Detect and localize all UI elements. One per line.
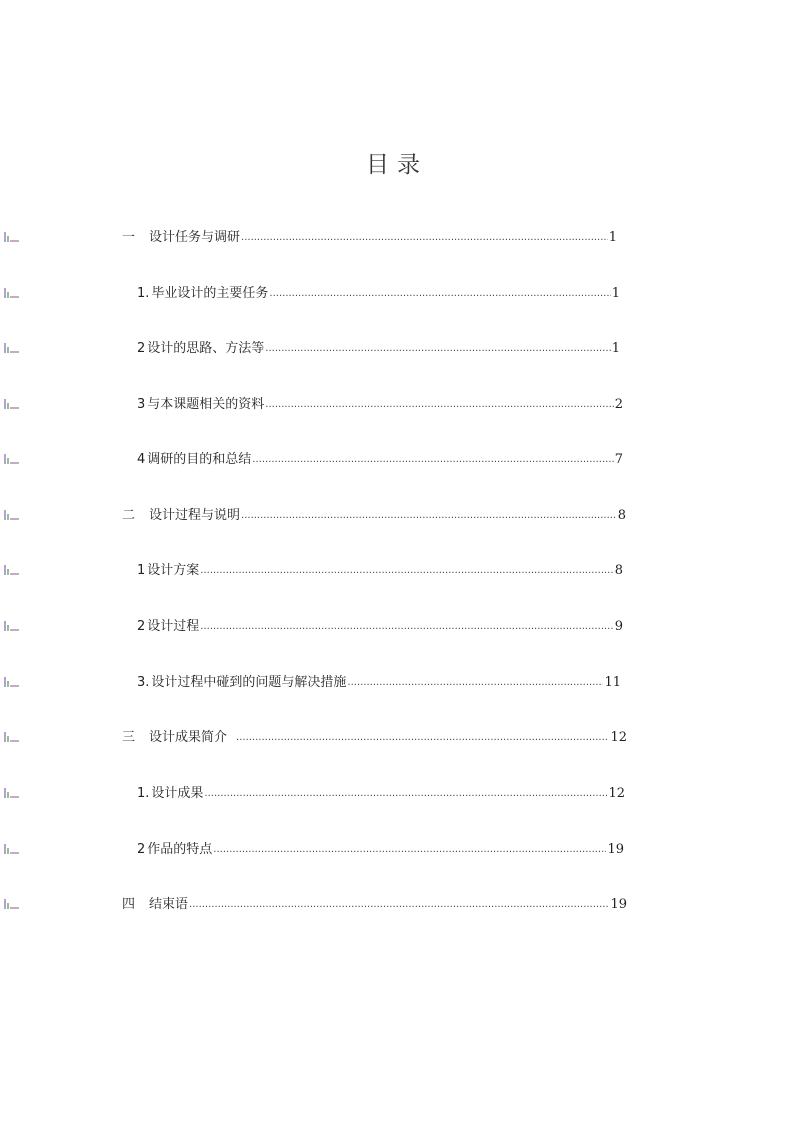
- toc-entry-page: 1: [611, 286, 620, 301]
- toc-entry-number: 2: [137, 619, 146, 634]
- toc-leader: [200, 566, 613, 576]
- toc-leader: [204, 789, 607, 799]
- toc-leader: [241, 233, 608, 243]
- toc-entry-number: 2: [137, 842, 146, 857]
- toc-entry-number: 4: [137, 452, 146, 467]
- toc-entry-page: 11: [604, 675, 621, 690]
- toc-entry[interactable]: [137, 836, 624, 858]
- toc-entry-title: 与本课题相关的资料: [147, 397, 265, 412]
- toc-entry-title: 设计任务与调研: [149, 230, 241, 245]
- margin-marker: [4, 397, 20, 409]
- margin-marker: [4, 842, 20, 854]
- toc-entry-title: 设计成果简介: [149, 730, 228, 745]
- toc-entry-page: 12: [608, 786, 625, 801]
- toc-entry-number: 1: [137, 563, 146, 578]
- toc-entry-number: 3: [137, 397, 146, 412]
- toc-entry-page: 8: [614, 563, 623, 578]
- toc-leader: [213, 845, 606, 855]
- toc-entry[interactable]: [137, 669, 621, 691]
- toc-entry-title: 设计过程: [147, 619, 200, 634]
- margin-marker: [4, 730, 20, 742]
- toc-entry[interactable]: [122, 502, 626, 524]
- toc-entry-number: 1.: [137, 786, 150, 801]
- toc-entry-title: 设计的思路、方法等: [147, 341, 265, 356]
- page-title: 目录: [366, 152, 428, 178]
- toc-entry[interactable]: [137, 780, 625, 802]
- toc-leader: [269, 289, 610, 299]
- toc-entry-title: 作品的特点: [147, 842, 213, 857]
- toc-entry-number: 四: [122, 897, 136, 912]
- toc-entry[interactable]: [122, 724, 627, 746]
- toc-leader: [265, 400, 613, 410]
- toc-leader: [347, 678, 603, 688]
- toc-entry-page: 19: [607, 842, 624, 857]
- toc-entry-title: 调研的目的和总结: [147, 452, 252, 467]
- toc-leader: [236, 733, 609, 743]
- toc-entry-page: 8: [617, 508, 626, 523]
- toc-entry-page: 9: [614, 619, 623, 634]
- toc-entry-title: 毕业设计的主要任务: [151, 286, 269, 301]
- toc-leader: [252, 455, 613, 465]
- toc-entry-title: 结束语: [149, 897, 189, 912]
- toc-entry-title: 设计成果: [151, 786, 204, 801]
- margin-marker: [4, 563, 20, 575]
- toc-entry[interactable]: [137, 557, 623, 579]
- margin-marker: [4, 619, 20, 631]
- toc-entry-number: 3.: [137, 675, 150, 690]
- margin-marker: [4, 230, 20, 242]
- margin-marker: [4, 508, 20, 520]
- margin-marker: [4, 786, 20, 798]
- toc-entry[interactable]: [137, 335, 620, 357]
- toc-entry[interactable]: [137, 280, 620, 302]
- margin-marker: [4, 897, 20, 909]
- margin-marker: [4, 286, 20, 298]
- toc-entry-number: 二: [122, 508, 136, 523]
- toc-entry-page: 2: [614, 397, 623, 412]
- toc-leader: [241, 511, 617, 521]
- toc-entry-title: 设计过程中碰到的问题与解决措施: [151, 675, 347, 690]
- toc-entry[interactable]: [122, 224, 617, 246]
- toc-entry-title: 设计过程与说明: [149, 508, 241, 523]
- toc-entry-number: 1.: [137, 286, 150, 301]
- toc-entry[interactable]: [122, 891, 627, 913]
- toc-entry-title: 设计方案: [147, 563, 200, 578]
- margin-marker: [4, 452, 20, 464]
- toc-entry[interactable]: [137, 446, 623, 468]
- toc-leader: [200, 622, 613, 632]
- toc-leader: [189, 900, 609, 910]
- toc-entry-page: 7: [614, 452, 623, 467]
- toc-entry-number: 三: [122, 730, 136, 745]
- toc-entry[interactable]: [137, 391, 623, 413]
- toc-entry-page: 1: [608, 230, 617, 245]
- margin-marker: [4, 341, 20, 353]
- toc-leader: [265, 344, 610, 354]
- toc-entry[interactable]: [137, 613, 623, 635]
- toc-entry-number: 一: [122, 230, 136, 245]
- toc-entry-number: 2: [137, 341, 146, 356]
- toc-entry-page: 19: [610, 897, 627, 912]
- margin-marker: [4, 675, 20, 687]
- toc-entry-page: 1: [611, 341, 620, 356]
- toc-entry-page: 12: [610, 730, 627, 745]
